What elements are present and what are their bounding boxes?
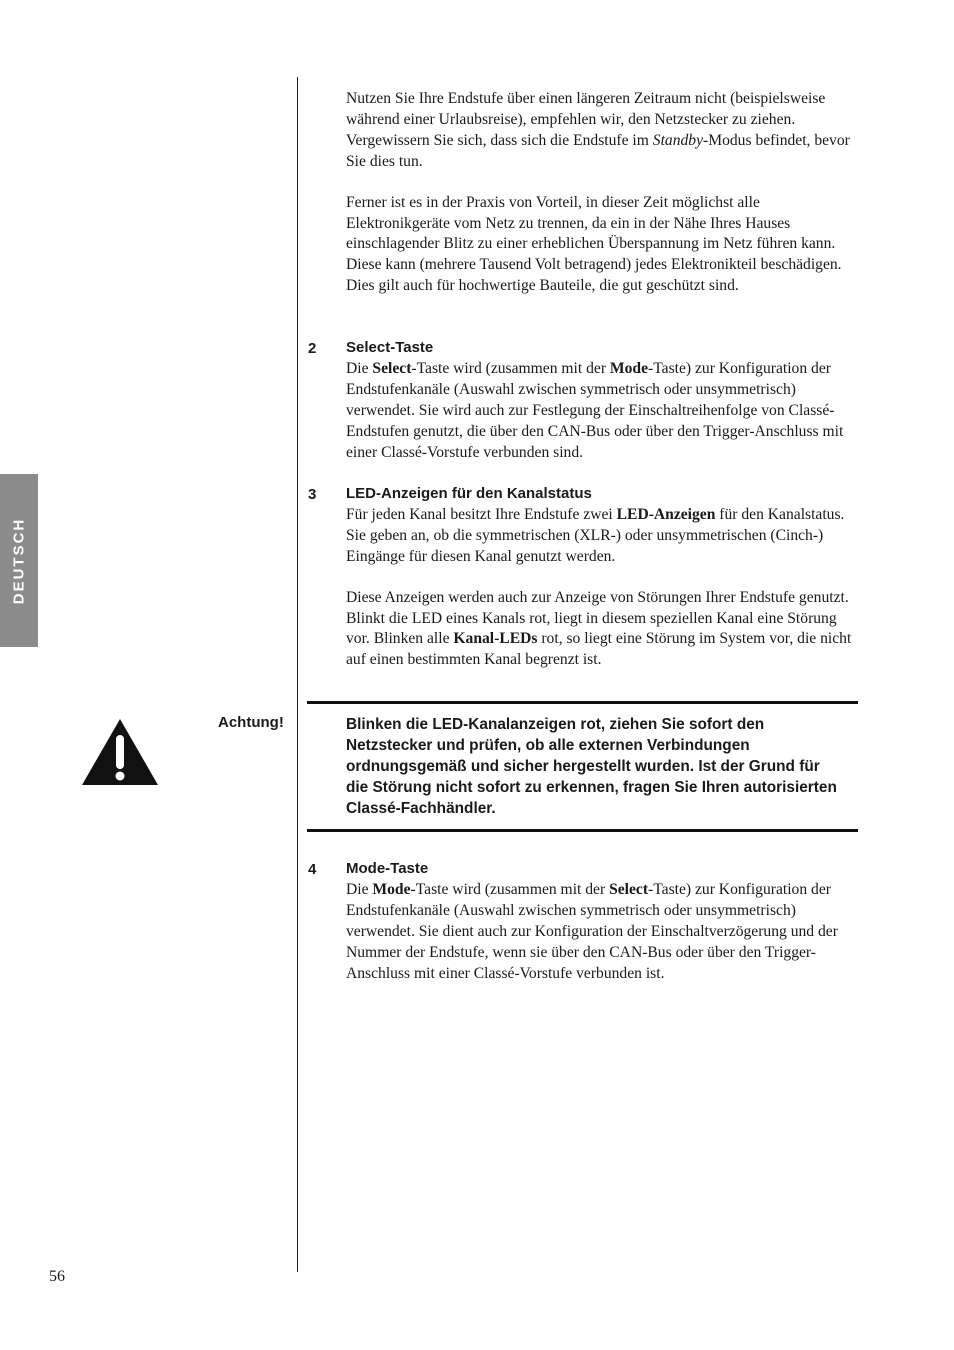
section-2-body: Die Select-Taste wird (zusammen mit der Mode-Taste) zur Konfiguration der Endstufenkanäle (Auswahl zwischen symmetrisch oder unsymmetrisch) verwendet. Sie wird auch zur Festlegung der Einschaltreihenfolge von Classé-Endstufen genutzt, die über den CAN-Bus oder über den Trigger-Anschluss mit einer Classé-Vorstufe verbunden sind. <box>346 359 844 461</box>
section-4-heading: Mode-Taste <box>346 860 429 877</box>
section-2-heading: Select-Taste <box>346 339 434 356</box>
language-tab <box>0 474 38 647</box>
intro-paragraph-2: Ferner ist es in der Praxis von Vorteil, in dieser Zeit möglichst alle Elektronikgeräte vom Netz zu trennen, da ein in der Nähe Ihres Hauses einschlagender Blitz zu einer erheblichen Überspannung im Netz führen kann. Diese kann (mehrere Tausend Volt betragend) jedes Elektronikteil beschädigen. Dies gilt auch für hochwertige Bauteile, die gut geschützt sind. <box>346 193 842 295</box>
section-4-body: Die Mode-Taste wird (zusammen mit der Select-Taste) zur Konfiguration der Endstufenkanäle (Auswahl zwischen symmetrisch oder unsymmetrisch) verwendet. Sie dient auch zur Konfiguration der Einschaltverzögerung und der Nummer der Endstufe, wenn sie über den CAN-Bus oder über den Trigger-Anschluss mit einer Classé-Vorstufe verbunden ist. <box>346 880 838 982</box>
section-3-heading: LED-Anzeigen für den Kanalstatus <box>346 485 592 502</box>
warning-bottom-rule <box>307 829 858 832</box>
language-tab-label: DEUTSCH <box>10 517 28 604</box>
warning-label: Achtung! <box>218 714 284 731</box>
section-3-number: 3 <box>308 486 317 503</box>
section-3 <box>346 484 861 671</box>
section-3-body: Für jeden Kanal besitzt Ihre Endstufe zwei LED-Anzeigen für den Kanalstatus. Sie geben an, ob die symmetrischen (XLR-) oder unsymmetrischen (Cinch-) Eingänge für diesen Kanal genutzt werden. <box>346 505 845 565</box>
section-4-number: 4 <box>308 861 317 878</box>
intro-paragraph-1: Nutzen Sie Ihre Endstufe über einen längeren Zeitraum nicht (beispielsweise während einer Urlaubsreise), empfehlen wir, den Netzstecker zu ziehen. Vergewissern Sie sich, dass sich die Endstufe im Standby-Modus befindet, bevor Sie dies tun. <box>346 90 850 170</box>
warning-top-rule <box>307 701 858 704</box>
warning-triangle-icon <box>81 718 159 786</box>
section-2 <box>346 338 861 463</box>
warning-text: Blinken die LED-Kanalanzeigen rot, ziehen Sie sofort den Netzstecker und prüfen, ob alle externen Verbindungen ordnungsgemäß und sicher hergestellt wurden. Ist der Grund für die Störung nicht sofort zu erkennen, fragen Sie Ihren autorisierten Classé-Fachhändler. <box>346 716 837 817</box>
vertical-rule <box>297 77 298 1272</box>
intro-section <box>346 89 861 297</box>
page-number: 56 <box>49 1268 65 1285</box>
section-4 <box>346 859 861 984</box>
section-3-body-2: Diese Anzeigen werden auch zur Anzeige von Störungen Ihrer Endstufe genutzt. Blinkt die LED eines Kanals rot, liegt in diesem speziellen Kanal eine Störung vor. Blinken alle Kanal-LEDs rot, so liegt eine Störung im System vor, die nicht auf einen bestimmten Kanal begrenzt ist. <box>346 588 852 669</box>
section-2-number: 2 <box>308 340 317 357</box>
